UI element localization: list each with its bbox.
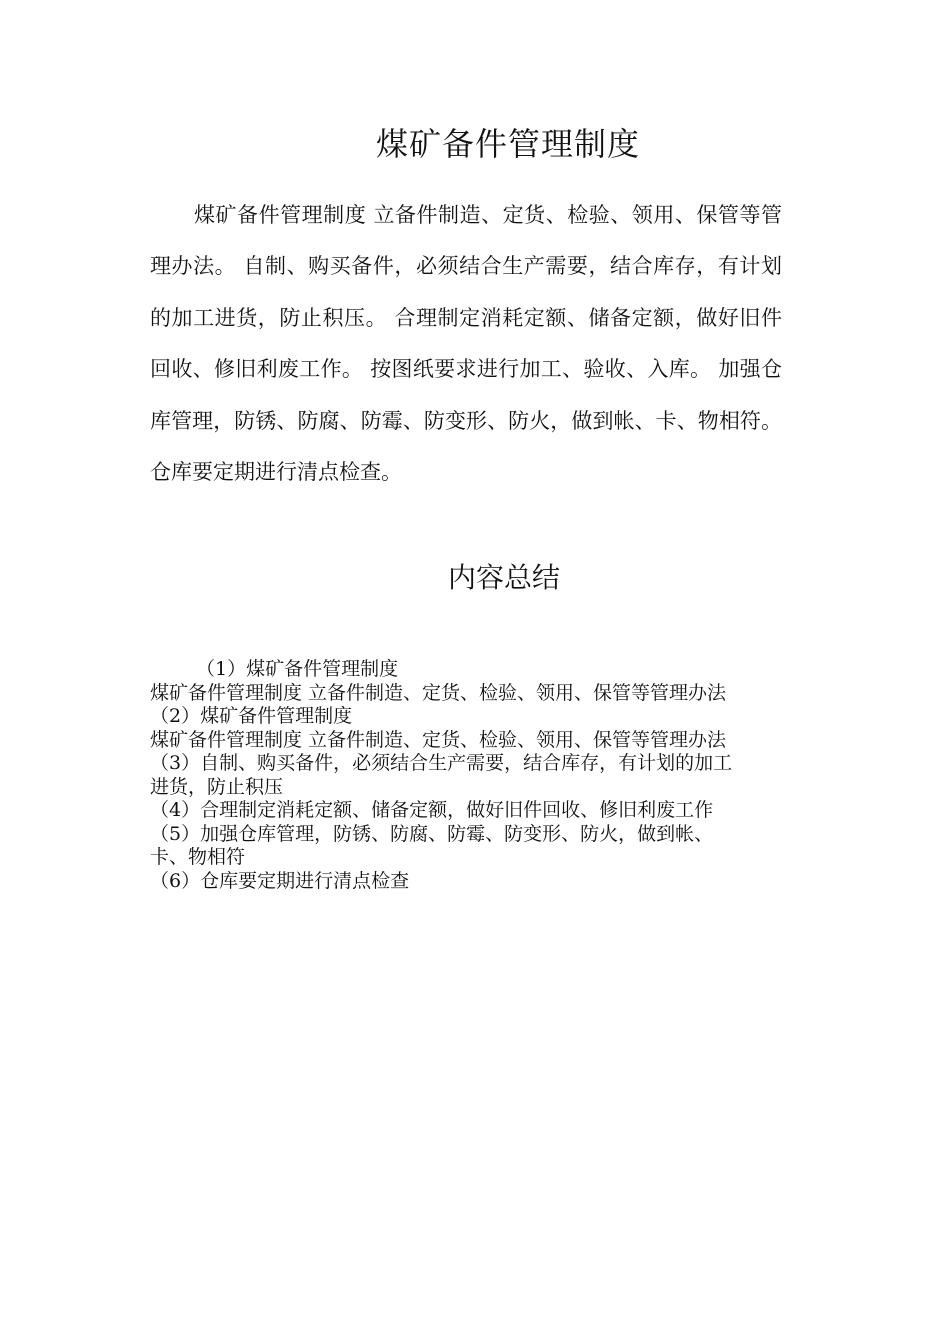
summary-list xyxy=(150,658,790,893)
summary-line: （2）煤矿备件管理制度 xyxy=(150,705,353,727)
summary-line: 煤矿备件管理制度 立备件制造、定货、检验、领用、保管等管理办法 xyxy=(150,681,727,704)
summary-line: 进货，防止积压 xyxy=(150,775,284,798)
summary-line: 卡、物相符 xyxy=(150,846,246,868)
body-paragraph: 煤矿备件管理制度 立备件制造、定货、检验、领用、保管等管理办法。 自制、购买备件，必须结合生产需要，结合库存，有计划的加工进货，防止积压。 合理制定消耗定额、储备定额，做好旧件回收、修旧利废工作。 按图纸要求进行加工、验收、入库。 加强仓库管理，防锈、防腐、防霉、防变形、防火，做到帐、卡、物相符。 仓库要定期进行清点检查。 xyxy=(150,203,782,485)
summary-line: 煤矿备件管理制度 立备件制造、定货、检验、领用、保管等管理办法 xyxy=(150,728,727,751)
summary-line: （1）煤矿备件管理制度 xyxy=(196,658,399,680)
summary-line: （6）仓库要定期进行清点检查 xyxy=(150,869,410,892)
document-title: 煤矿备件管理制度 xyxy=(375,125,640,163)
summary-title: 内容总结 xyxy=(447,561,560,594)
summary-line: （5）加强仓库管理，防锈、防腐、防霉、防变形、防火，做到帐、 xyxy=(150,822,714,845)
summary-line: （3）自制、购买备件，必须结合生产需要，结合库存，有计划的加工 xyxy=(150,752,733,774)
summary-line: （4）合理制定消耗定额、储备定额，做好旧件回收、修旧利废工作 xyxy=(150,799,714,821)
